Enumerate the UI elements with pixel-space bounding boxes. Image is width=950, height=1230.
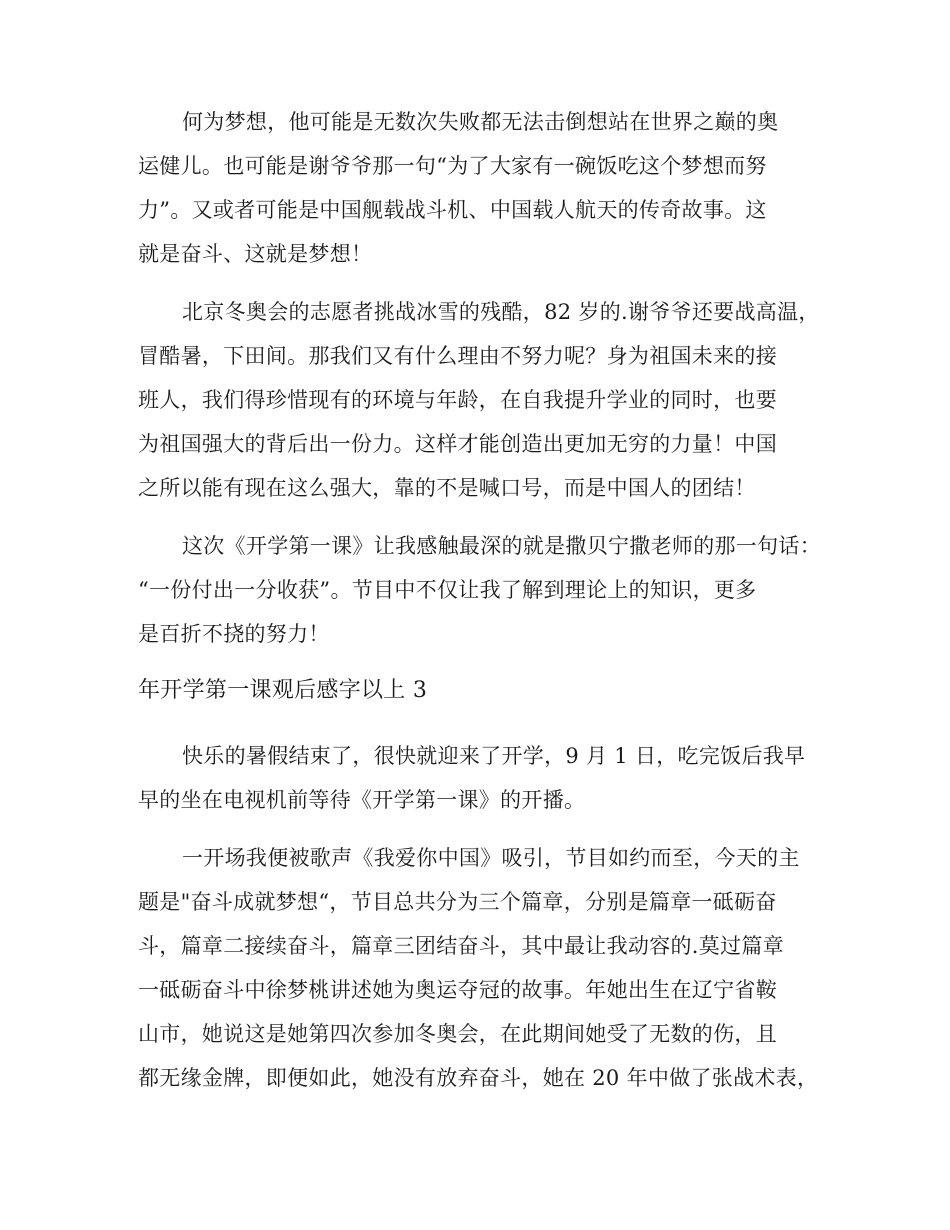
paragraph-1-line-2: 运健儿。也可能是谢爷爷那一句“为了大家有一碗饭吃这个梦想而努 bbox=[138, 154, 767, 178]
paragraph-5-line-1: 一开场我便被歌声《我爱你中国》吸引，节目如约而至，今天的主 bbox=[182, 846, 800, 870]
paragraph-5-line-2: 题是"奋斗成就梦想“，节目总共分为三个篇章，分别是篇章一砥砺奋 bbox=[138, 890, 777, 914]
paragraph-1-line-3: 力”。又或者可能是中国舰载战斗机、中国载人航天的传奇故事。这 bbox=[138, 198, 767, 222]
paragraph-5-line-6: 都无缘金牌，即便如此，她没有放弃奋斗，她在 20 年中做了张战术表， bbox=[138, 1066, 819, 1090]
paragraph-5-line-4: 一砥砺奋斗中徐梦桃讲述她为奥运夺冠的故事。年她出生在辽宁省鞍 bbox=[138, 978, 777, 1002]
paragraph-4-line-2: 早的坐在电视机前等待《开学第一课》的开播。 bbox=[138, 788, 586, 812]
paragraph-2-line-2: 冒酷暑，下田间。那我们又有什么理由不努力呢？身为祖国未来的接 bbox=[138, 344, 777, 368]
paragraph-4-line-1: 快乐的暑假结束了，很快就迎来了开学，9 月 1 日，吃完饭后我早 bbox=[182, 744, 806, 768]
paragraph-1-line-4: 就是奋斗、这就是梦想！ bbox=[138, 242, 373, 266]
paragraph-5-line-5: 山市，她说这是她第四次参加冬奥会，在此期间她受了无数的伤，且 bbox=[138, 1022, 777, 1046]
paragraph-2-line-4: 为祖国强大的背后出一份力。这样才能创造出更加无穷的力量！中国 bbox=[138, 432, 777, 456]
paragraph-2-line-3: 班人，我们得珍惜现有的环境与年龄，在自我提升学业的同时，也要 bbox=[138, 388, 777, 412]
section-heading: 年开学第一课观后感字以上 3 bbox=[138, 678, 428, 703]
paragraph-3-line-1: 这次《开学第一课》让我感触最深的就是撒贝宁撒老师的那一句话： bbox=[182, 534, 821, 558]
paragraph-1-line-1: 何为梦想，他可能是无数次失败都无法击倒想站在世界之巅的奥 bbox=[182, 110, 779, 134]
paragraph-2-line-1: 北京冬奥会的志愿者挑战冰雪的残酷，82 岁的.谢爷爷还要战高温， bbox=[182, 300, 820, 324]
paragraph-3-line-3: 是百折不挠的努力！ bbox=[138, 622, 330, 646]
paragraph-2-line-5: 之所以能有现在这么强大，靠的不是喊口号，而是中国人的团结！ bbox=[138, 476, 756, 500]
paragraph-3-line-2: “一份付出一分收获”。节目中不仅让我了解到理论上的知识，更多 bbox=[138, 578, 757, 602]
paragraph-5-line-3: 斗，篇章二接续奋斗，篇章三团结奋斗，其中最让我动容的.莫过篇章 bbox=[138, 934, 784, 958]
